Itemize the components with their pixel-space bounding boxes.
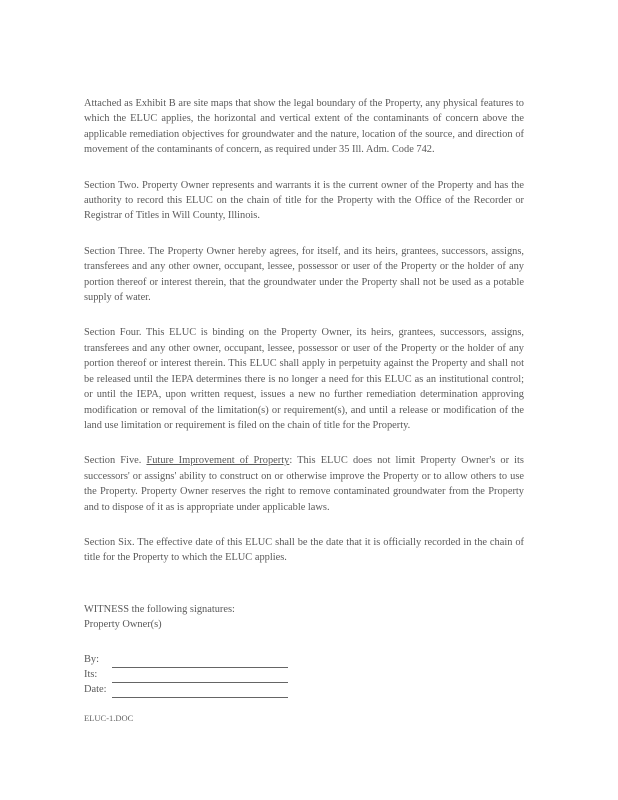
section-five-text: : This ELUC does not limit Property Owner's or its successors' or assigns' ability to construct on or otherwise improve the Property or to allow others to use the Property. Property Owner reserves the right to remove contaminated groundwater from the Property and to dispose of it as is appropriate under applicable laws. xyxy=(84,455,524,513)
section-four-text: This ELUC is binding on the Property Owner, its heirs, grantees, successors, assigns, transferees and any other owner, occupant, lessee, possessor or user of the Property or the holder of any portion thereof or interest therein. This ELUC shall apply in perpetuity against the Property and shall not be released until the IEPA determines there is no longer a need for this ELUC as an institutional control; or until the IEPA, upon written request, issues a new no further remediation determination approving modification or removal of the limitation(s) or requirement(s), and until a release or modification of the land use limitation or requirement is filed on the chain of title for the Property. xyxy=(84,327,524,431)
section-three-text: The Property Owner hereby agrees, for itself, and its heirs, grantees, successors, assigns, transferees and any other owner, occupant, lessee, possessor or user of the Property or the holder of any portion thereof or interest therein, that the groundwater under the Property shall not be used as a potable supply of water. xyxy=(84,245,524,304)
signature-date-line xyxy=(112,686,288,698)
signature-its-row xyxy=(84,668,524,683)
section-three-label: Section Three. xyxy=(84,245,146,257)
section-six-paragraph xyxy=(84,535,524,566)
section-six-label: Section Six. xyxy=(84,536,135,548)
section-two-text: Property Owner represents and warrants it is the current owner of the Property and has the authority to record this ELUC on the chain of title for the Property with the Office of the Recorder or Registrar of Titles in Will County, Illinois. xyxy=(84,179,524,222)
section-four-paragraph xyxy=(84,325,524,433)
document-footer-id: ELUC-1.DOC xyxy=(84,713,134,723)
signature-its-line xyxy=(112,671,288,683)
section-four-label: Section Four. xyxy=(84,327,142,339)
witness-block xyxy=(84,602,524,633)
section-three-paragraph xyxy=(84,244,524,306)
witness-party: Property Owner(s) xyxy=(84,619,162,631)
section-five-paragraph xyxy=(84,453,524,515)
section-five-title: Future Improvement of Property xyxy=(146,455,290,467)
section-two-label: Section Two. xyxy=(84,179,139,191)
signature-by-line xyxy=(112,656,288,668)
section-two-paragraph xyxy=(84,178,524,224)
signature-block xyxy=(84,653,524,698)
signature-its-label: Its: xyxy=(84,669,98,681)
signature-by-row xyxy=(84,653,524,668)
signature-date-label: Date: xyxy=(84,684,107,696)
signature-by-label: By: xyxy=(84,654,100,666)
section-five-label: Section Five. xyxy=(84,455,142,467)
witness-heading: WITNESS the following signatures: xyxy=(84,603,235,615)
signature-date-row xyxy=(84,683,524,698)
exhibit-paragraph: Attached as Exhibit B are site maps that show the legal boundary of the Property, any physical features to which the ELUC applies, the horizontal and vertical extent of the contaminants of concern above the applicable remediation objectives for groundwater and the nature, location of the source, and direction of movement of the contaminants of concern, as required under 35 Ill. Adm. Code 742. xyxy=(84,98,524,156)
document-body xyxy=(84,96,524,698)
section-six-text: The effective date of this ELUC shall be the date that it is officially recorded in the chain of title for the Property to which the ELUC applies. xyxy=(84,536,524,564)
